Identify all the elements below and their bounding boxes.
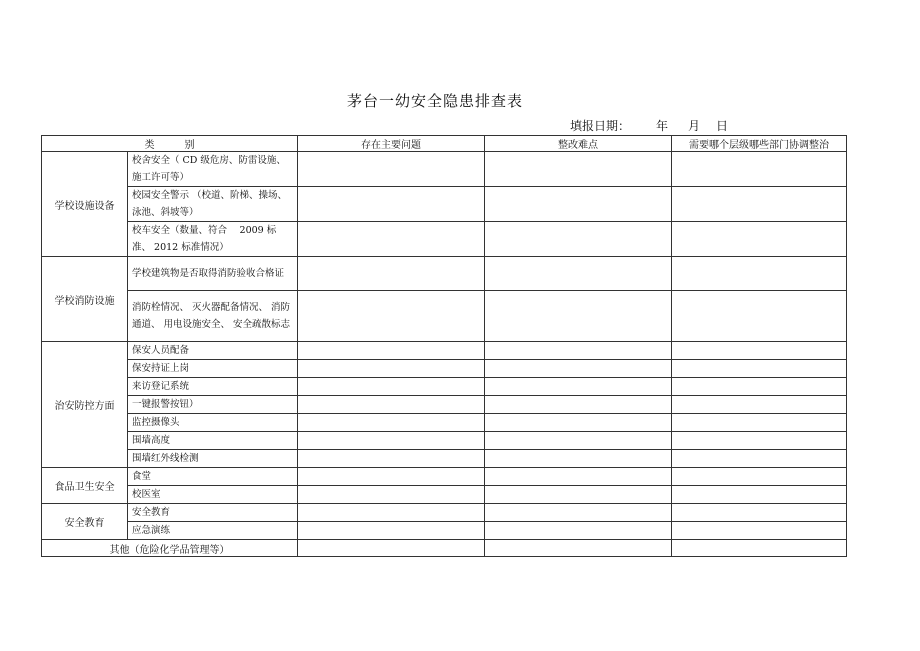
table-row	[42, 504, 847, 522]
category-cell: 食品卫生安全	[42, 468, 128, 504]
difficulties-cell[interactable]	[485, 432, 672, 450]
item-cell: 消防栓情况、 灭火器配备情况、 消防通道、 用电设施安全、 安全疏散标志	[128, 291, 298, 342]
problems-cell[interactable]	[298, 152, 485, 187]
category-cell: 学校消防设施	[42, 257, 128, 342]
problems-cell[interactable]	[298, 257, 485, 291]
table-row	[42, 291, 847, 342]
page-title: 茅台一幼安全隐患排查表	[346, 92, 523, 110]
item-cell: 校舍安全（ CD 级危房、防雷设施、施工许可等）	[128, 152, 298, 187]
difficulties-cell[interactable]	[485, 152, 672, 187]
problems-cell[interactable]	[298, 360, 485, 378]
difficulties-cell[interactable]	[485, 257, 672, 291]
item-cell: 围墙高度	[128, 432, 298, 450]
departments-cell[interactable]	[672, 450, 847, 468]
difficulties-cell[interactable]	[485, 187, 672, 222]
departments-cell[interactable]	[672, 291, 847, 342]
table-row	[42, 522, 847, 540]
departments-cell[interactable]	[672, 540, 847, 557]
date-month: 月	[688, 119, 701, 133]
table-row	[42, 450, 847, 468]
table-row	[42, 486, 847, 504]
problems-cell[interactable]	[298, 468, 485, 486]
departments-cell[interactable]	[672, 504, 847, 522]
problems-cell[interactable]	[298, 414, 485, 432]
difficulties-cell[interactable]	[485, 342, 672, 360]
header-row	[42, 136, 847, 152]
departments-cell[interactable]	[672, 257, 847, 291]
difficulties-cell[interactable]	[485, 486, 672, 504]
departments-cell[interactable]	[672, 468, 847, 486]
table-row	[42, 360, 847, 378]
departments-cell[interactable]	[672, 360, 847, 378]
problems-cell[interactable]	[298, 378, 485, 396]
departments-cell[interactable]	[672, 414, 847, 432]
item-cell: 食堂	[128, 468, 298, 486]
table-row	[42, 414, 847, 432]
category-cell: 治安防控方面	[42, 342, 128, 468]
table-row	[42, 187, 847, 222]
difficulties-cell[interactable]	[485, 414, 672, 432]
item-cell: 保安人员配备	[128, 342, 298, 360]
difficulties-cell[interactable]	[485, 540, 672, 557]
difficulties-cell[interactable]	[485, 360, 672, 378]
departments-cell[interactable]	[672, 342, 847, 360]
table-row	[42, 432, 847, 450]
item-cell: 一键报警按钮）	[128, 396, 298, 414]
problems-cell[interactable]	[298, 291, 485, 342]
problems-cell[interactable]	[298, 504, 485, 522]
item-cell: 安全教育	[128, 504, 298, 522]
problems-cell[interactable]	[298, 432, 485, 450]
departments-cell[interactable]	[672, 522, 847, 540]
problems-cell[interactable]	[298, 342, 485, 360]
item-cell: 监控摄像头	[128, 414, 298, 432]
table-row	[42, 152, 847, 187]
item-cell: 校园安全警示 （校道、阶梯、操场、泳池、斜坡等）	[128, 187, 298, 222]
problems-cell[interactable]	[298, 187, 485, 222]
item-cell: 校医室	[128, 486, 298, 504]
difficulties-cell[interactable]	[485, 450, 672, 468]
problems-cell[interactable]	[298, 222, 485, 257]
departments-cell[interactable]	[672, 222, 847, 257]
difficulties-cell[interactable]	[485, 222, 672, 257]
item-cell: 应急演练	[128, 522, 298, 540]
departments-cell[interactable]	[672, 152, 847, 187]
table-row	[42, 257, 847, 291]
header-category: 类 别	[42, 136, 298, 152]
header-departments: 需要哪个层级哪些部门协调整治	[672, 136, 847, 152]
item-cell: 围墙红外线检测	[128, 450, 298, 468]
date-day: 日	[716, 119, 729, 133]
problems-cell[interactable]	[298, 396, 485, 414]
date-label: 填报日期：	[570, 119, 631, 133]
difficulties-cell[interactable]	[485, 522, 672, 540]
other-category-cell: 其他（危险化学品管理等）	[42, 540, 298, 557]
date-year: 年	[656, 119, 669, 133]
inspection-table	[41, 135, 847, 557]
item-cell: 保安持证上岗	[128, 360, 298, 378]
departments-cell[interactable]	[672, 378, 847, 396]
problems-cell[interactable]	[298, 540, 485, 557]
category-cell: 学校设施设备	[42, 152, 128, 257]
table-row	[42, 468, 847, 486]
table-row	[42, 222, 847, 257]
problems-cell[interactable]	[298, 450, 485, 468]
departments-cell[interactable]	[672, 396, 847, 414]
category-cell: 安全教育	[42, 504, 128, 540]
departments-cell[interactable]	[672, 432, 847, 450]
header-difficulties: 整改难点	[485, 136, 672, 152]
table-row	[42, 378, 847, 396]
header-problems: 存在主要问题	[298, 136, 485, 152]
difficulties-cell[interactable]	[485, 468, 672, 486]
difficulties-cell[interactable]	[485, 504, 672, 522]
item-cell: 来访登记系统	[128, 378, 298, 396]
difficulties-cell[interactable]	[485, 396, 672, 414]
problems-cell[interactable]	[298, 522, 485, 540]
table-row	[42, 396, 847, 414]
problems-cell[interactable]	[298, 486, 485, 504]
difficulties-cell[interactable]	[485, 378, 672, 396]
departments-cell[interactable]	[672, 486, 847, 504]
departments-cell[interactable]	[672, 187, 847, 222]
table-row	[42, 342, 847, 360]
item-cell: 校车安全（数量、符合 2009 标准、 2012 标准情况）	[128, 222, 298, 257]
date-line	[570, 117, 728, 134]
item-cell: 学校建筑物是否取得消防验收合格证	[128, 257, 298, 291]
table-row	[42, 540, 847, 557]
difficulties-cell[interactable]	[485, 291, 672, 342]
